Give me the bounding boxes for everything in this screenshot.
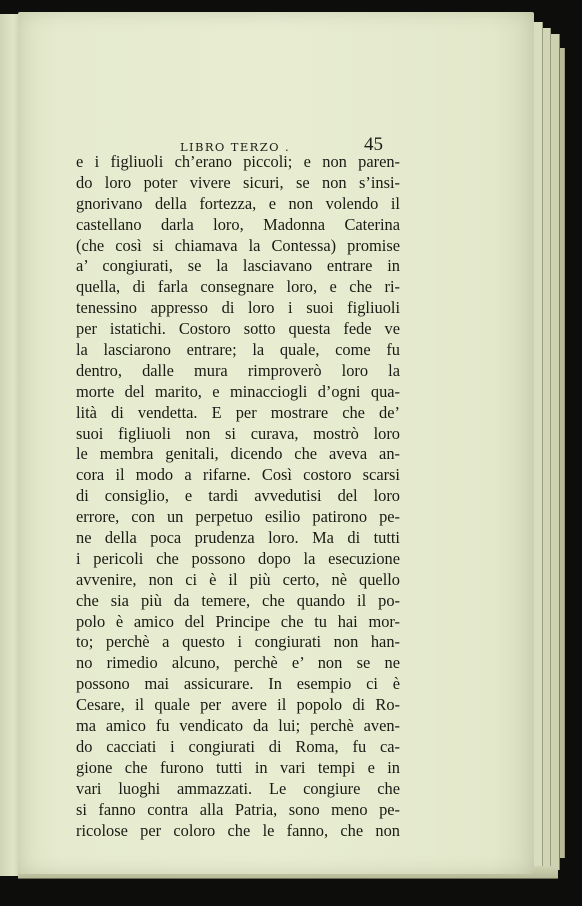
- text-line: morte del marito, e minacciogli d’ogni qua-: [76, 381, 400, 401]
- text-line: cora il modo a rifarne. Così costoro scarsi: [76, 465, 400, 485]
- text-line: tenessino appresso di loro i suoi figliuoli: [76, 298, 400, 318]
- text-line: gione che furono tutti in vari tempi e in: [76, 757, 400, 777]
- text-line: che sia più da temere, che quando il po-: [76, 590, 400, 610]
- text-line: Cesare, il quale per avere il popolo di Ro-: [76, 695, 400, 715]
- text-line: to; perchè a questo i congiurati non han-: [76, 632, 400, 652]
- text-line: dentro, dalle mura rimproverò loro la: [76, 360, 400, 380]
- text-line: per istatichi. Costoro sotto questa fede ve: [76, 319, 400, 339]
- text-line: suoi figliuoli non si curava, mostrò loro: [76, 423, 400, 443]
- text-line: ne della poca prudenza loro. Ma di tutti: [76, 528, 400, 548]
- text-line: do loro poter vivere sicuri, se non s’insi-: [76, 172, 400, 192]
- text-line: gnorivano della fortezza, e non volendo il: [76, 193, 400, 213]
- text-line: do cacciati i congiurati di Roma, fu ca-: [76, 736, 400, 756]
- text-line: ma amico fu vendicato da lui; perchè aven-: [76, 716, 400, 736]
- text-line: lità di vendetta. E per mostrare che de’: [76, 402, 400, 422]
- text-line: a’ congiurati, se la lasciavano entrare in: [76, 256, 400, 276]
- page-number: 45: [364, 134, 383, 155]
- text-line: i pericoli che possono dopo la esecuzione: [76, 548, 400, 568]
- text-line: la lasciarono entrare; la quale, come fu: [76, 340, 400, 360]
- text-line: e i figliuoli ch’erano piccoli; e non paren-: [76, 152, 400, 171]
- text-line: ricolose per coloro che le fanno, che non: [76, 820, 400, 840]
- text-line: castellano darla loro, Madonna Caterina: [76, 214, 400, 234]
- text-line: (che così si chiamava la Contessa) promise: [76, 235, 400, 255]
- text-line: vari luoghi ammazzati. Le congiure che: [76, 778, 400, 798]
- text-line: possono mai assicurare. In esempio ci è: [76, 674, 400, 694]
- text-line: si fanno contra alla Patria, sono meno pe-: [76, 799, 400, 819]
- running-head: LIBRO TERZO .: [180, 140, 291, 154]
- text-line: le membra genitali, dicendo che aveva an-: [76, 444, 400, 464]
- text-line: errore, con un perpetuo esilio patirono pe-: [76, 507, 400, 527]
- text-line: no rimedio alcuno, perchè e’ non se ne: [76, 653, 400, 673]
- body-text: [76, 152, 400, 841]
- text-line: quella, di farla consegnare loro, e che ri-: [76, 277, 400, 297]
- text-line: avvenire, non ci è il più certo, nè quello: [76, 569, 400, 589]
- text-line: di consiglio, e tardi avvedutisi del loro: [76, 486, 400, 506]
- text-line: polo è amico del Principe che tu hai mor-: [76, 611, 400, 631]
- book-page: [18, 12, 534, 874]
